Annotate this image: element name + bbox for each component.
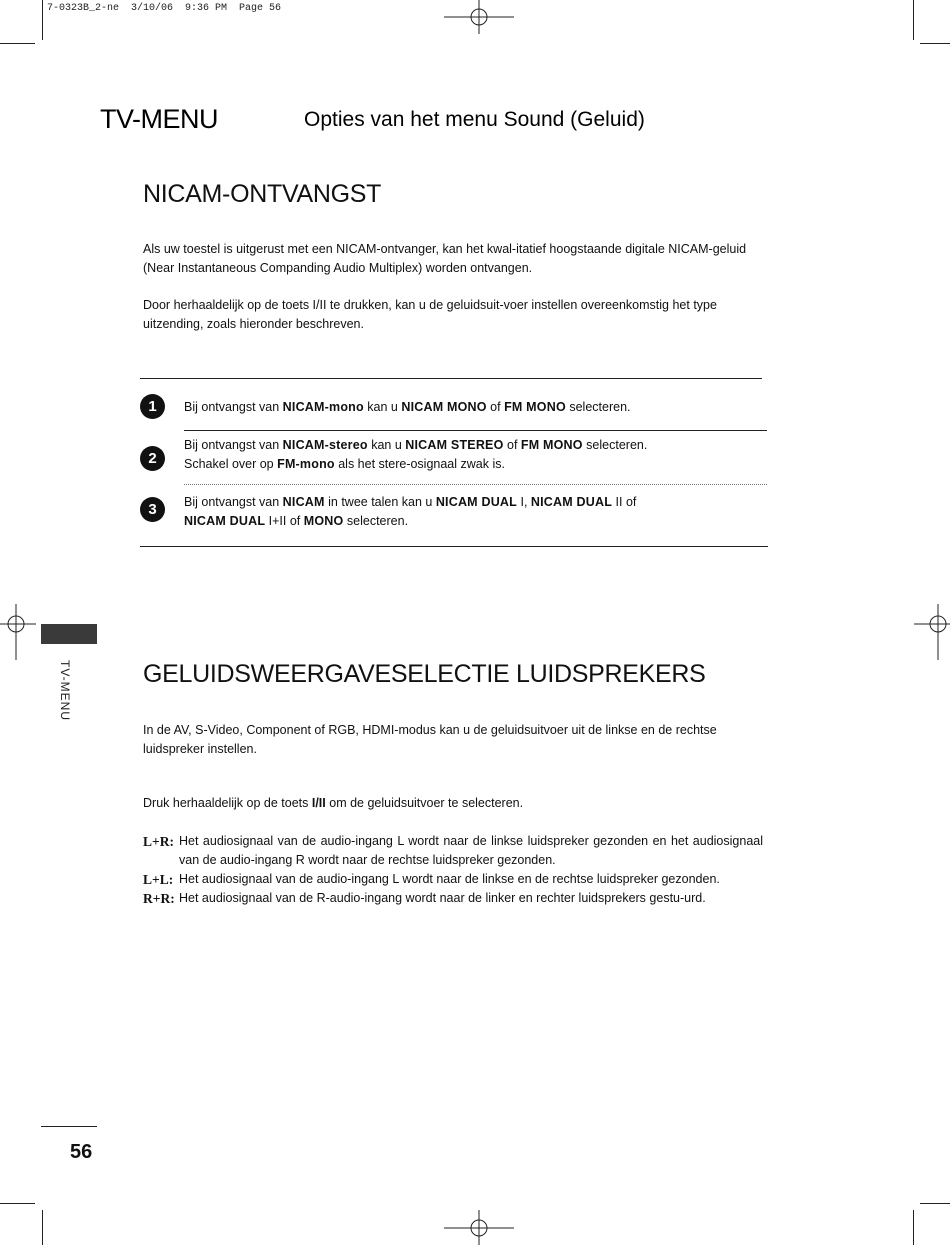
page-number-rule — [41, 1126, 97, 1127]
option-label: L+R: — [143, 834, 174, 849]
registration-mark-right — [914, 604, 950, 660]
step-number: 3 — [140, 497, 165, 522]
step-number: 1 — [140, 394, 165, 419]
page-number: 56 — [70, 1141, 93, 1163]
speaker-option-rr — [143, 889, 763, 908]
steps-top-rule — [140, 378, 762, 379]
step-number: 2 — [140, 446, 165, 471]
step-divider — [184, 430, 767, 431]
speakers-intro-paragraph: In de AV, S-Video, Component of RGB, HDMI-modus kan u de geluidsuitvoer uit de linkse en de rechtse luidspreker instellen. — [143, 723, 717, 756]
nicam-intro-paragraph: Als uw toestel is uitgerust met een NICAM-ontvanger, kan het kwal-itatief hoogstaande digitale NICAM-geluid (Near Instantaneous Companding Audio Multiplex) worden ontvangen. — [143, 242, 747, 275]
crop-mark — [913, 1210, 914, 1245]
crop-mark — [42, 1210, 43, 1245]
section-tab-marker — [41, 624, 97, 644]
option-label: L+L: — [143, 872, 174, 887]
step-3-text: Bij ontvangst van NICAM in twee talen kan u NICAM DUAL I, NICAM DUAL II of NICAM DUAL I+II of MONO selecteren. — [184, 495, 637, 528]
speaker-options-list — [143, 832, 763, 908]
nicam-instruction-paragraph: Door herhaaldelijk op de toets I/II te drukken, kan u de geluidsuit-voer instellen overeenkomstig het type uitzending, zoals hieronder beschreven. — [143, 298, 717, 331]
step-divider — [184, 484, 767, 485]
option-label: R+R: — [143, 891, 175, 906]
crop-mark — [0, 43, 35, 44]
option-description: Het audiosignaal van de audio-ingang L wordt naar de linkse luidspreker gezonden en het audiosignaal van de audio-ingang R wordt naar de rechtse luidspreker gezonden. — [179, 834, 763, 867]
option-description: Het audiosignaal van de audio-ingang L wordt naar de linkse en de rechtse luidspreker gezonden. — [179, 872, 720, 886]
page-header-title: TV-MENU — [100, 104, 218, 134]
option-description: Het audiosignaal van de R-audio-ingang wordt naar de linker en rechter luidsprekers gestu-urd. — [179, 891, 706, 905]
speaker-option-ll — [143, 870, 763, 889]
registration-mark-bottom — [444, 1208, 514, 1245]
crop-mark — [913, 0, 914, 40]
speaker-option-lr — [143, 832, 763, 870]
registration-mark-left — [0, 604, 36, 660]
side-section-label: TV-MENU — [58, 660, 72, 721]
step-2-text: Bij ontvangst van NICAM-stereo kan u NICAM STEREO of FM MONO selecteren. Schakel over op FM-mono als het stere-osignaal zwak is. — [184, 438, 648, 471]
step-1-text: Bij ontvangst van NICAM-mono kan u NICAM MONO of FM MONO selecteren. — [184, 400, 631, 414]
speakers-section-title: GELUIDSWEERGAVESELECTIE LUIDSPREKERS — [143, 660, 706, 688]
crop-mark — [920, 43, 950, 44]
crop-mark — [42, 0, 43, 40]
speakers-instruction-paragraph: Druk herhaaldelijk op de toets I/II om de geluidsuitvoer te selecteren. — [143, 796, 524, 810]
crop-mark — [0, 1203, 35, 1204]
registration-mark-top — [444, 0, 514, 40]
crop-mark — [920, 1203, 950, 1204]
steps-bottom-rule — [140, 546, 768, 547]
nicam-section-title: NICAM-ONTVANGST — [143, 180, 382, 208]
page-header-subtitle: Opties van het menu Sound (Geluid) — [304, 108, 645, 131]
printer-slug: 7-0323B_2-ne 3/10/06 9:36 PM Page 56 — [47, 3, 282, 14]
